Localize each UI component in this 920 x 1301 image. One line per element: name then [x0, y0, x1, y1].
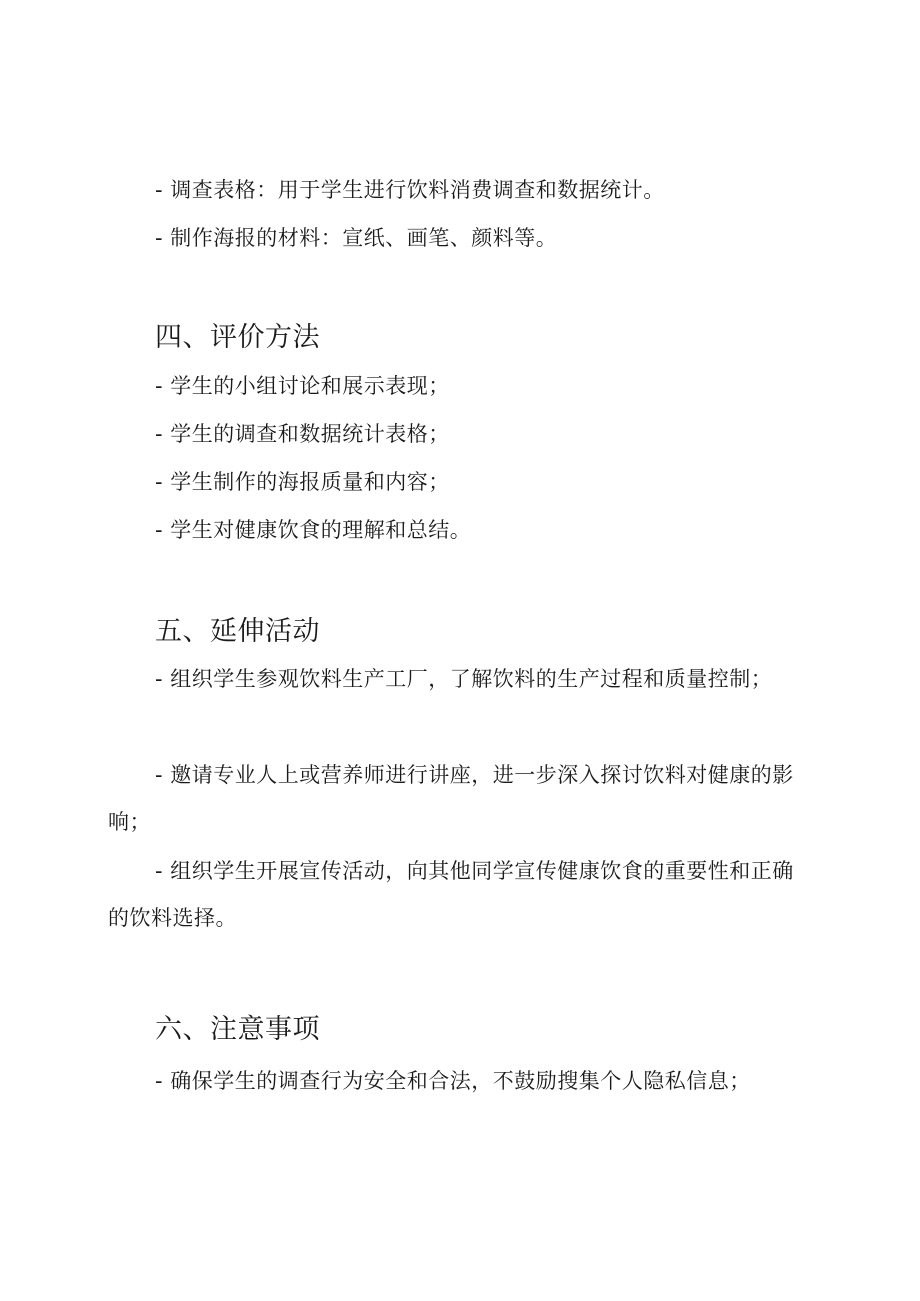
list-item: - 调查表格：用于学生进行饮料消费调查和数据统计。: [155, 178, 665, 202]
list-item: - 确保学生的调查行为安全和合法，不鼓励搜集个人隐私信息；: [155, 1069, 751, 1093]
list-item: - 学生制作的海报质量和内容；: [155, 470, 450, 494]
section-heading-notes: 六、注意事项: [155, 1014, 320, 1045]
paragraph-item: - 邀请专业人上或营养师进行讲座，进一步深入探讨饮料对健康的影响；: [108, 763, 794, 834]
list-item: - 学生的调查和数据统计表格；: [155, 422, 450, 446]
section-heading-evaluation: 四、评价方法: [155, 322, 320, 353]
paragraph-item: - 组织学生参观饮料生产工厂，了解饮料的生产过程和质量控制；: [155, 667, 773, 691]
section-heading-extension: 五、延伸活动: [155, 616, 320, 647]
list-item: - 学生的小组讨论和展示表现；: [155, 374, 450, 398]
list-item: - 制作海报的材料：宣纸、画笔、颜料等。: [155, 226, 558, 250]
list-item: - 学生对健康饮食的理解和总结。: [155, 518, 472, 542]
paragraph-item: - 组织学生开展宣传活动，向其他同学宣传健康饮食的重要性和正确的饮料选择。: [108, 859, 794, 930]
